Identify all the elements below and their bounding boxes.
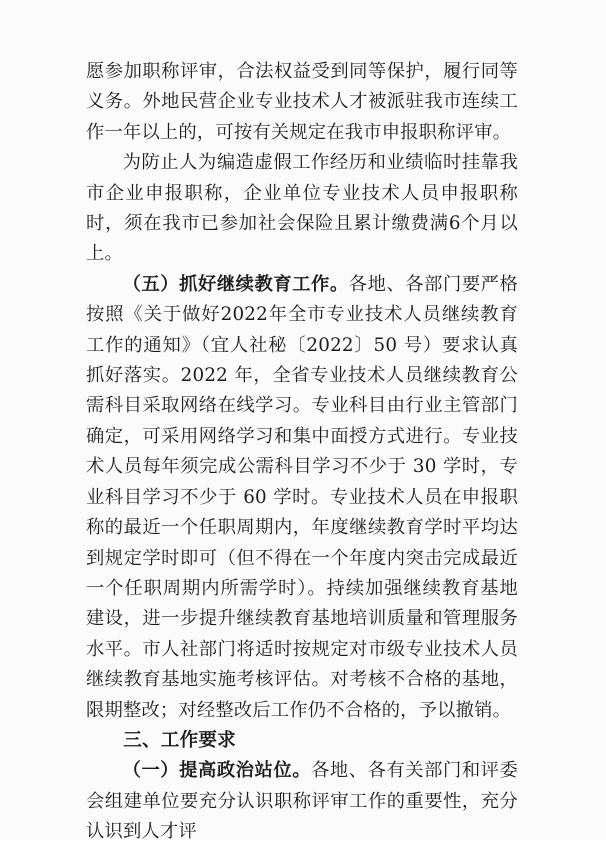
paragraph-1-text: 愿参加职称评审，合法权益受到同等保护，履行同等义务。外地民营企业专业技术人才被派驻我市连续工作一年以上的，可按有关规定在我市申报职称评审。 — [86, 61, 518, 143]
paragraph-2-text: 为防止人为编造虚假工作经历和业绩临时挂靠我市企业申报职称，企业单位专业技术人员申报职称时，须在我市已参加社会保险且累计缴费满6个月以上。 — [86, 152, 518, 265]
paragraph-3 — [86, 270, 518, 726]
paragraph-4 — [86, 756, 518, 847]
paragraph-1 — [86, 57, 518, 148]
document-body — [86, 57, 518, 848]
paragraph-3-text: 各地、各部门要严格按照《关于做好2022年全市专业技术人员继续教育工作的通知》（宜人社秘〔2022〕50 号）要求认真抓好落实。2022 年，全省专业技术人员继续教育公需科目采取网络在线学习。专业科目由行业主管部门确定，可采用网络学习和集中面授方式进行。专业技术人员每年须完成公需科目学习不少于 30 学时，专业科目学习不少于 60 学时。专业技术人员在申报职称的最近一个任职周期内，年度继续教育学时平均达到规定学时即可（但不得在一个年度内突击完成最近一个任职周期内所需学时）。持续加强继续教育基地建设，进一步提升继续教育基地培训质量和管理服务水平。市人社部门将适时按规定对市级专业技术人员继续教育基地实施考核评估。对考核不合格的基地，限期整改；对经整改后工作仍不合格的，予以撤销。 — [86, 273, 518, 721]
paragraph-4-text: 各地、各有关部门和评委会组建单位要充分认识职称评审工作的重要性，充分认识到人才评 — [86, 760, 519, 843]
paragraph-2 — [86, 148, 518, 270]
paragraph-3-lead: （五）抓好继续教育工作。 — [122, 273, 349, 295]
paragraph-4-lead: （一）提高政治站位。 — [122, 760, 312, 782]
section-heading: 三、工作要求 — [123, 729, 236, 751]
